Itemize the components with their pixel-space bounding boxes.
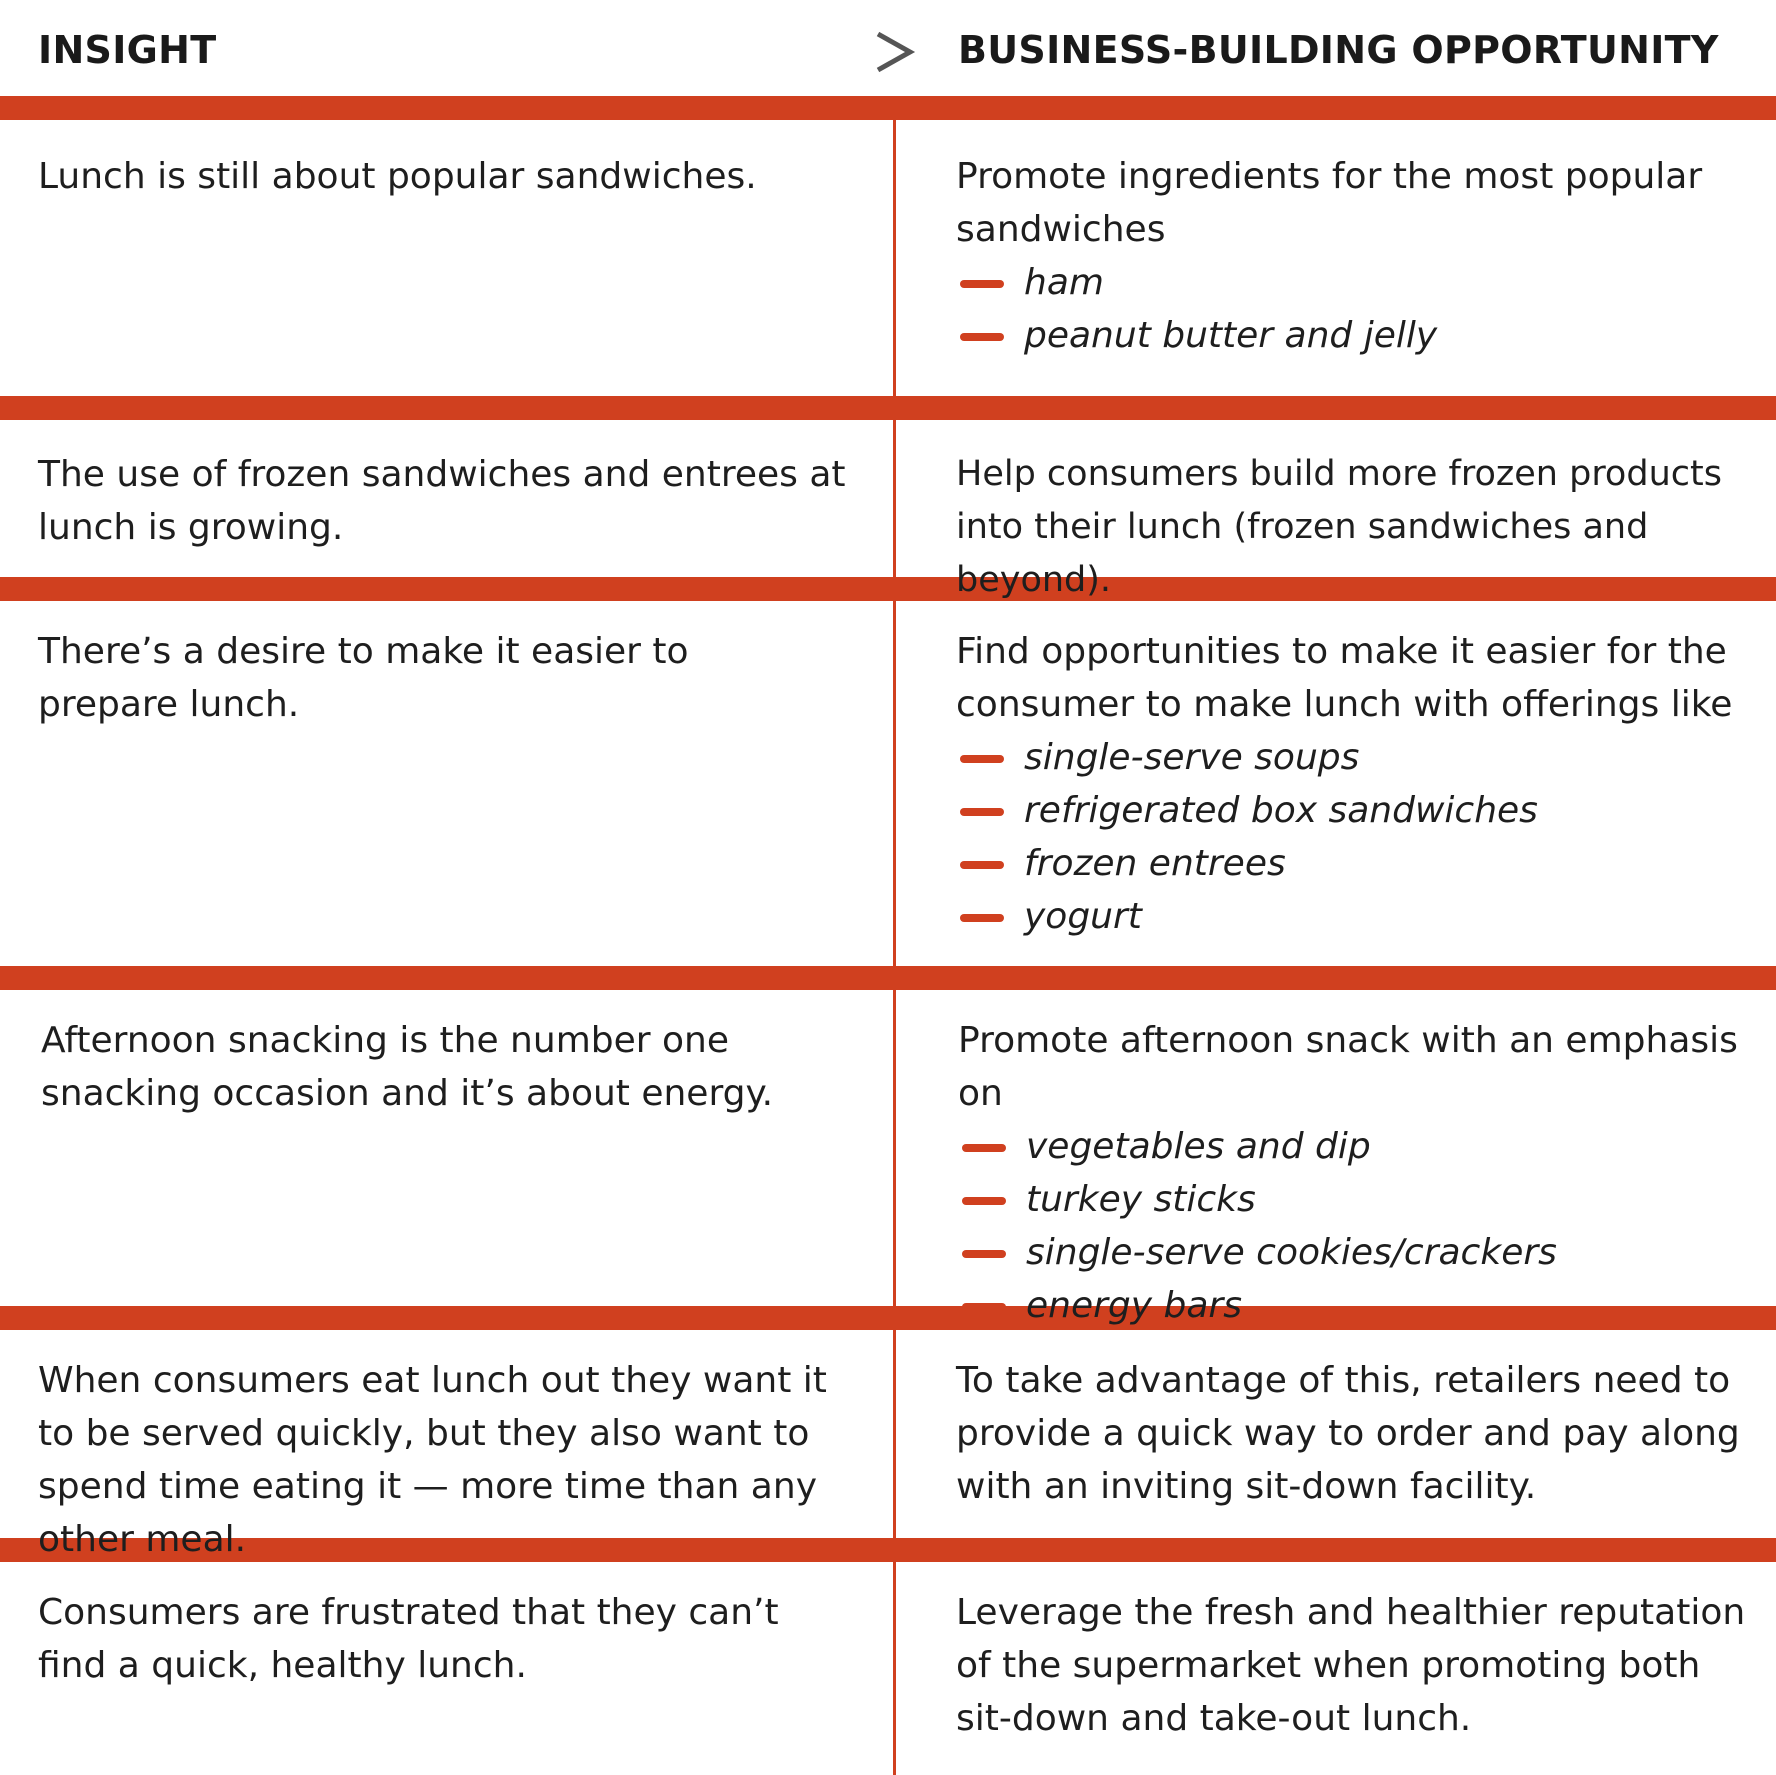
insight-column-header: INSIGHT <box>38 28 217 72</box>
bullet-item: peanut butter and jelly <box>956 309 1756 362</box>
opportunity-cell <box>958 1014 1758 1332</box>
insight-cell: Afternoon snacking is the number one snacking occasion and it’s about energy. <box>41 1020 774 1114</box>
row-divider <box>0 396 1776 420</box>
insight-cell: Consumers are frustrated that they can’t find a quick, healthy lunch. <box>38 1592 779 1686</box>
opportunity-cell <box>956 1586 1756 1745</box>
bullet-item: frozen entrees <box>956 837 1756 890</box>
bullet-item: ham <box>956 256 1756 309</box>
dash-icon <box>962 1250 1006 1258</box>
bullet-list <box>956 256 1756 362</box>
bullet-list <box>956 731 1756 943</box>
dash-icon <box>962 1303 1006 1311</box>
insight-cell: There’s a desire to make it easier to prepare lunch. <box>38 631 689 725</box>
dash-icon <box>962 1197 1006 1205</box>
row-divider <box>0 96 1776 120</box>
table-header <box>0 0 1776 96</box>
chevron-right-icon <box>872 28 916 76</box>
insight-cell: When consumers eat lunch out they want it to be served quickly, but they also want to spend time eating it — more time than any other meal. <box>38 1360 827 1560</box>
row-divider <box>0 966 1776 990</box>
opportunity-column-header: BUSINESS-BUILDING OPPORTUNITY <box>958 28 1719 72</box>
bullet-item: single-serve soups <box>956 731 1756 784</box>
dash-icon <box>960 333 1004 341</box>
dash-icon <box>960 914 1004 922</box>
dash-icon <box>960 861 1004 869</box>
bullet-item: yogurt <box>956 890 1756 943</box>
bullet-list <box>958 1120 1758 1332</box>
dash-icon <box>962 1144 1006 1152</box>
opportunity-text: Leverage the fresh and healthier reputation of the supermarket when promoting both sit-down and take-out lunch. <box>956 1592 1746 1739</box>
dash-icon <box>960 808 1004 816</box>
dash-icon <box>960 280 1004 288</box>
opportunity-cell <box>956 448 1766 607</box>
bullet-item: turkey sticks <box>958 1173 1758 1226</box>
bullet-item: energy bars <box>958 1279 1758 1332</box>
insight-cell: Lunch is still about popular sandwiches. <box>38 156 757 197</box>
insight-cell: The use of frozen sandwiches and entrees at lunch is growing. <box>38 454 846 548</box>
opportunity-text: Help consumers build more frozen products into their lunch (frozen sandwiches and beyond). <box>956 454 1722 600</box>
opportunity-text: Find opportunities to make it easier for the consumer to make lunch with offerings like <box>956 631 1733 725</box>
opportunity-text: Promote ingredients for the most popular sandwiches <box>956 156 1703 250</box>
opportunity-cell <box>956 150 1756 362</box>
bullet-item: single-serve cookies/crackers <box>958 1226 1758 1279</box>
opportunity-cell <box>956 625 1756 943</box>
bullet-item: vegetables and dip <box>958 1120 1758 1173</box>
dash-icon <box>960 755 1004 763</box>
opportunity-text: To take advantage of this, retailers need to provide a quick way to order and pay along with an inviting sit-down facility. <box>956 1360 1740 1507</box>
column-divider <box>893 96 896 1775</box>
opportunity-cell <box>956 1354 1756 1513</box>
bullet-item: refrigerated box sandwiches <box>956 784 1756 837</box>
opportunity-text: Promote afternoon snack with an emphasis on <box>958 1020 1738 1114</box>
